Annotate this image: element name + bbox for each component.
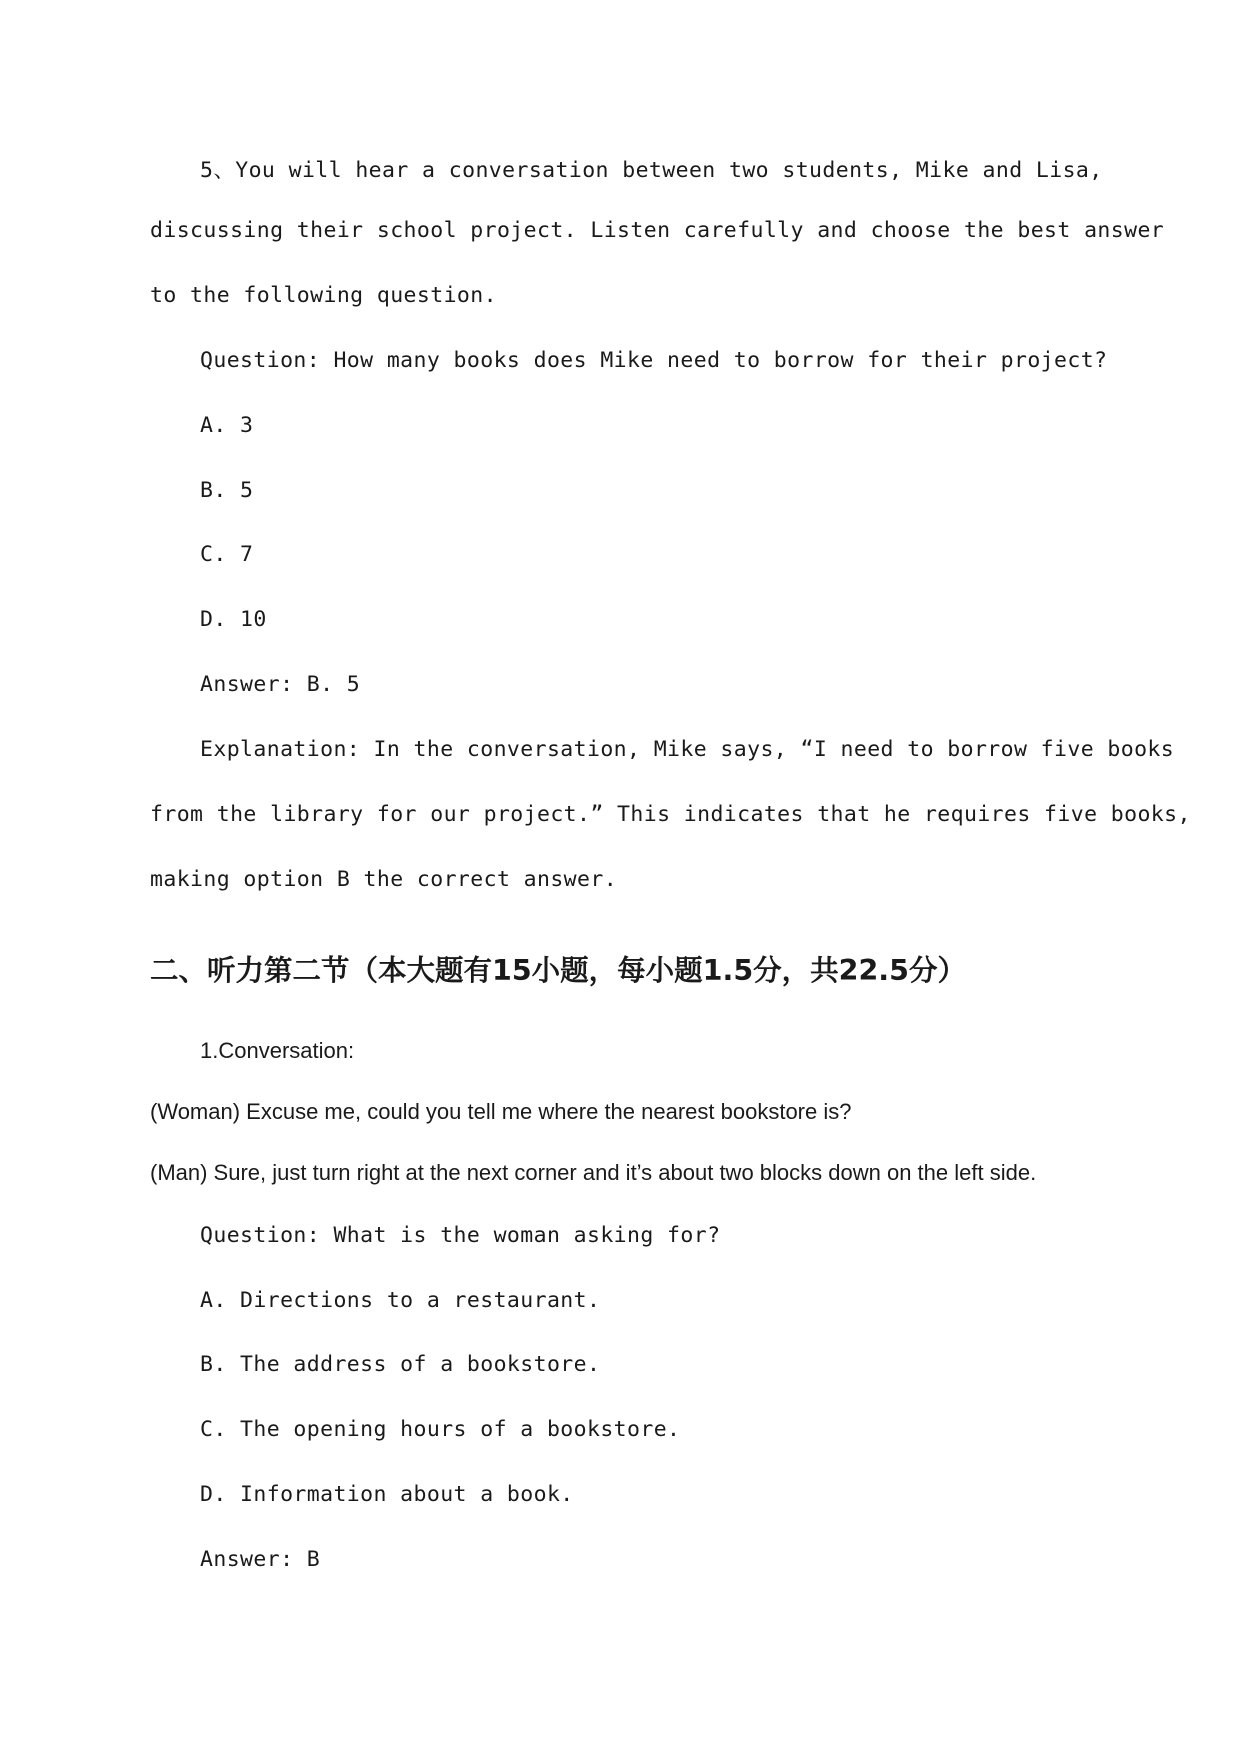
option-c-2: C. The opening hours of a bookstore. [200, 1417, 681, 1442]
question-1: Question: How many books does Mike need to borrow for their project? [200, 348, 1108, 373]
option-d-2: D. Information about a book. [200, 1482, 574, 1507]
explanation-line-1: Explanation: In the conversation, Mike says, “I need to borrow five books [200, 737, 1175, 762]
explanation-line-2: from the library for our project.” This indicates that he requires five books, [150, 802, 1191, 827]
question-2: Question: What is the woman asking for? [200, 1223, 721, 1248]
intro-line-2: discussing their school project. Listen carefully and choose the best answer [150, 218, 1165, 243]
option-a-2: A. Directions to a restaurant. [200, 1288, 601, 1313]
answer-2: Answer: B [200, 1547, 321, 1572]
option-c: C. 7 [200, 542, 254, 567]
option-b: B. 5 [200, 478, 254, 503]
dialogue-man: (Man) Sure, just turn right at the next corner and it’s about two blocks down on the left side. [150, 1160, 1037, 1185]
intro-line-3: to the following question. [150, 283, 497, 308]
intro-line-1: 5、You will hear a conversation between two students, Mike and Lisa, [200, 158, 1103, 183]
option-d: D. 10 [200, 607, 267, 632]
conversation-label: 1.Conversation: [200, 1038, 355, 1063]
option-b-2: B. The address of a bookstore. [200, 1352, 601, 1377]
answer-1: Answer: B. 5 [200, 672, 361, 697]
section-heading: 二、听力第二节（本大题有15小题，每小题1.5分，共22.5分） [150, 954, 966, 987]
explanation-line-3: making option B the correct answer. [150, 867, 618, 892]
option-a: A. 3 [200, 413, 254, 438]
dialogue-woman: (Woman) Excuse me, could you tell me where the nearest bookstore is? [150, 1099, 852, 1124]
